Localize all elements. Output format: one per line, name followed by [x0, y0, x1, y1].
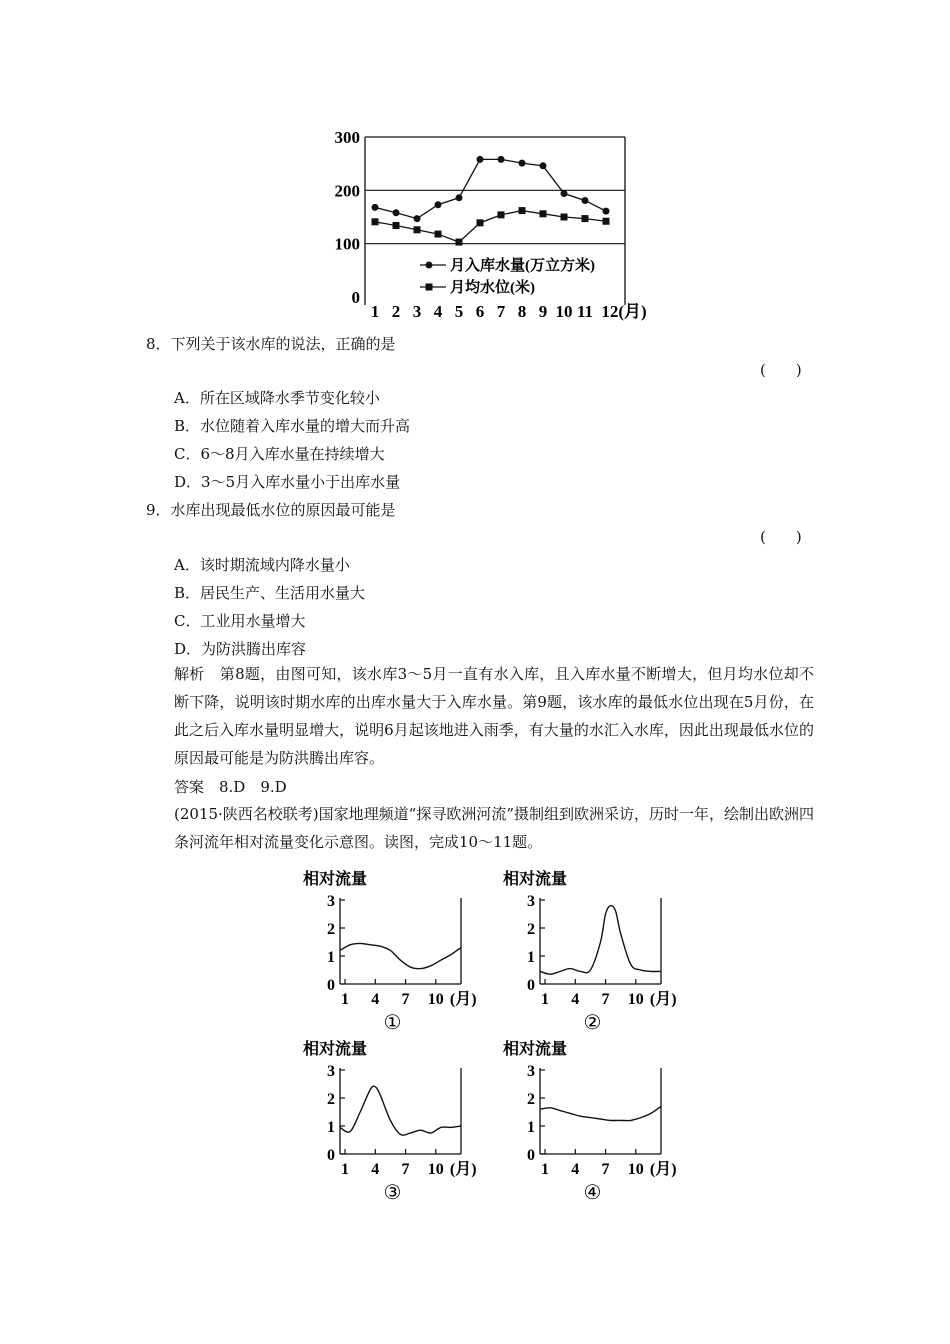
- q8-answer-bracket: ( ): [760, 361, 802, 379]
- water-level-point: [540, 210, 547, 217]
- x-tick-label: 7: [401, 991, 410, 1008]
- x-tick-label: 10: [627, 991, 644, 1008]
- water-level-point: [435, 231, 442, 238]
- inflow-point: [456, 194, 463, 201]
- y-tick-label: 200: [334, 181, 360, 201]
- y-axis-title: 相对流量: [503, 871, 568, 888]
- river-chart-4: [495, 1032, 695, 1210]
- q9-stem: 9．水库出现最低水位的原因最可能是: [146, 501, 396, 519]
- x-tick-label: 10: [555, 302, 573, 321]
- legend-marker-circle: [426, 262, 433, 269]
- water-level-point: [519, 207, 526, 214]
- q8-stem: 8．下列关于该水库的说法，正确的是: [146, 335, 396, 353]
- x-tick-label: 4: [371, 1161, 380, 1178]
- y-tick-label: 0: [527, 977, 535, 994]
- y-tick-label: 3: [327, 893, 335, 910]
- q8-option-d: D．3～5月入库水量小于出库水量: [174, 473, 401, 491]
- water-level-point: [393, 222, 400, 229]
- y-tick-label: 1: [527, 949, 535, 966]
- panel-label: ①: [383, 1012, 402, 1034]
- x-tick-label: 10: [627, 1161, 644, 1178]
- x-tick-label: 4: [571, 1161, 580, 1178]
- x-tick-label: 1: [541, 991, 550, 1008]
- y-tick-label: 300: [334, 128, 360, 147]
- panel-label: ④: [583, 1182, 602, 1204]
- x-tick-label: 1: [541, 1161, 550, 1178]
- reservoir-chart: [320, 125, 665, 325]
- water-level-point: [561, 214, 568, 221]
- inflow-point: [393, 209, 400, 216]
- y-tick-label: 2: [527, 1091, 535, 1108]
- y-tick-label: 0: [351, 288, 360, 307]
- y-tick-label: 2: [327, 1091, 335, 1108]
- x-tick-label: 3: [412, 302, 422, 321]
- legend-marker-square: [426, 284, 433, 291]
- analysis-paragraph: 解析 第8题，由图可知，该水库3～5月一直有水入库，且入库水量不断增大，但月均水位却不断下降，说明该时期水库的出库水量大于入库水量。第9题，该水库的最低水位出现在5月份，在此之后入库水量明显增大，说明6月起该地进入雨季，有大量的水汇入水库，因此出现最低水位的原因最可能是为防洪腾出库容。: [174, 665, 814, 767]
- inflow-point: [540, 162, 547, 169]
- water-level-point: [477, 219, 484, 226]
- q9-option-c: C．工业用水量增大: [174, 612, 306, 630]
- inflow-point: [603, 208, 610, 215]
- y-tick-label: 1: [327, 1119, 335, 1136]
- q9-option-d: D．为防洪腾出库容: [174, 640, 307, 658]
- x-tick-label: 4: [571, 991, 580, 1008]
- water-level-point: [414, 226, 421, 233]
- x-unit-label: (月): [449, 991, 477, 1008]
- x-tick-label: 9: [538, 302, 548, 321]
- y-tick-label: 3: [527, 1063, 535, 1080]
- q9-option-b: B．居民生产、生活用水量大: [174, 584, 366, 602]
- x-tick-label: 5: [454, 302, 464, 321]
- y-tick-label: 1: [527, 1119, 535, 1136]
- flow-curve: [540, 906, 661, 975]
- water-level-series-line: [375, 211, 606, 242]
- q9-answer-bracket: ( ): [760, 528, 802, 546]
- y-tick-label: 0: [327, 1147, 335, 1164]
- x-tick-label: 7: [601, 1161, 610, 1178]
- y-tick-label: 3: [327, 1063, 335, 1080]
- river-chart-3: [295, 1032, 495, 1210]
- x-tick-label: 10: [427, 991, 444, 1008]
- x-tick-label: 1: [370, 302, 380, 321]
- x-tick-label: 4: [433, 302, 443, 321]
- y-tick-label: 1: [327, 949, 335, 966]
- panel-label: ②: [583, 1012, 602, 1034]
- water-level-point: [456, 239, 463, 246]
- x-tick-label: 7: [401, 1161, 410, 1178]
- y-axis-title: 相对流量: [503, 1041, 568, 1058]
- x-unit-label: (月): [649, 991, 677, 1008]
- x-unit-label: (月): [449, 1161, 477, 1178]
- q8-option-b: B．水位随着入库水量的增大而升高: [174, 417, 411, 435]
- legend-label: 月均水位(米): [450, 280, 535, 296]
- y-tick-label: 100: [334, 234, 360, 254]
- y-axis-title: 相对流量: [303, 1041, 368, 1058]
- y-tick-label: 2: [527, 921, 535, 938]
- y-tick-label: 0: [327, 977, 335, 994]
- x-tick-label: 10: [427, 1161, 444, 1178]
- inflow-point: [435, 201, 442, 208]
- inflow-point: [582, 197, 589, 204]
- y-axis-title: 相对流量: [303, 871, 368, 888]
- panel-label: ③: [383, 1182, 402, 1204]
- x-tick-label: 1: [341, 1161, 350, 1178]
- inflow-point: [561, 190, 568, 197]
- inflow-point: [414, 215, 421, 222]
- y-tick-label: 2: [327, 921, 335, 938]
- q9-option-a: A．该时期流域内降水量小: [174, 556, 350, 574]
- intro-paragraph: (2015·陕西名校联考)国家地理频道“探寻欧洲河流”摄制组到欧洲采访，历时一年，绘制出欧洲四条河流年相对流量变化示意图。读图，完成10～11题。: [174, 805, 814, 851]
- river-chart-2: [495, 862, 695, 1040]
- x-tick-label: 2: [391, 302, 401, 321]
- river-chart-1: [295, 862, 495, 1040]
- x-tick-label: 1: [341, 991, 350, 1008]
- inflow-point: [372, 204, 379, 211]
- x-tick-label: 7: [601, 991, 610, 1008]
- inflow-series-line: [375, 159, 606, 218]
- water-level-point: [372, 218, 379, 225]
- y-tick-label: 0: [527, 1147, 535, 1164]
- flow-curve: [340, 943, 461, 968]
- water-level-point: [603, 218, 610, 225]
- q8-option-c: C．6～8月入库水量在持续增大: [174, 445, 385, 463]
- inflow-point: [519, 160, 526, 167]
- x-tick-label: 11: [576, 302, 594, 321]
- answer-line: 答案 8.D 9.D: [174, 778, 287, 796]
- q8-option-a: A．所在区域降水季节变化较小: [174, 389, 380, 407]
- x-tick-label: 12(月): [601, 302, 647, 321]
- x-tick-label: 6: [475, 302, 485, 321]
- x-unit-label: (月): [649, 1161, 677, 1178]
- y-tick-label: 3: [527, 893, 535, 910]
- x-tick-label: 7: [496, 302, 506, 321]
- water-level-point: [498, 211, 505, 218]
- legend-label: 月入库水量(万立方米): [450, 258, 595, 274]
- water-level-point: [582, 215, 589, 222]
- chart-legend: [420, 256, 595, 296]
- flow-curve: [340, 1086, 461, 1135]
- x-tick-label: 4: [371, 991, 380, 1008]
- inflow-point: [477, 156, 484, 163]
- x-tick-label: 8: [517, 302, 527, 321]
- flow-curve: [540, 1106, 661, 1120]
- inflow-point: [498, 156, 505, 163]
